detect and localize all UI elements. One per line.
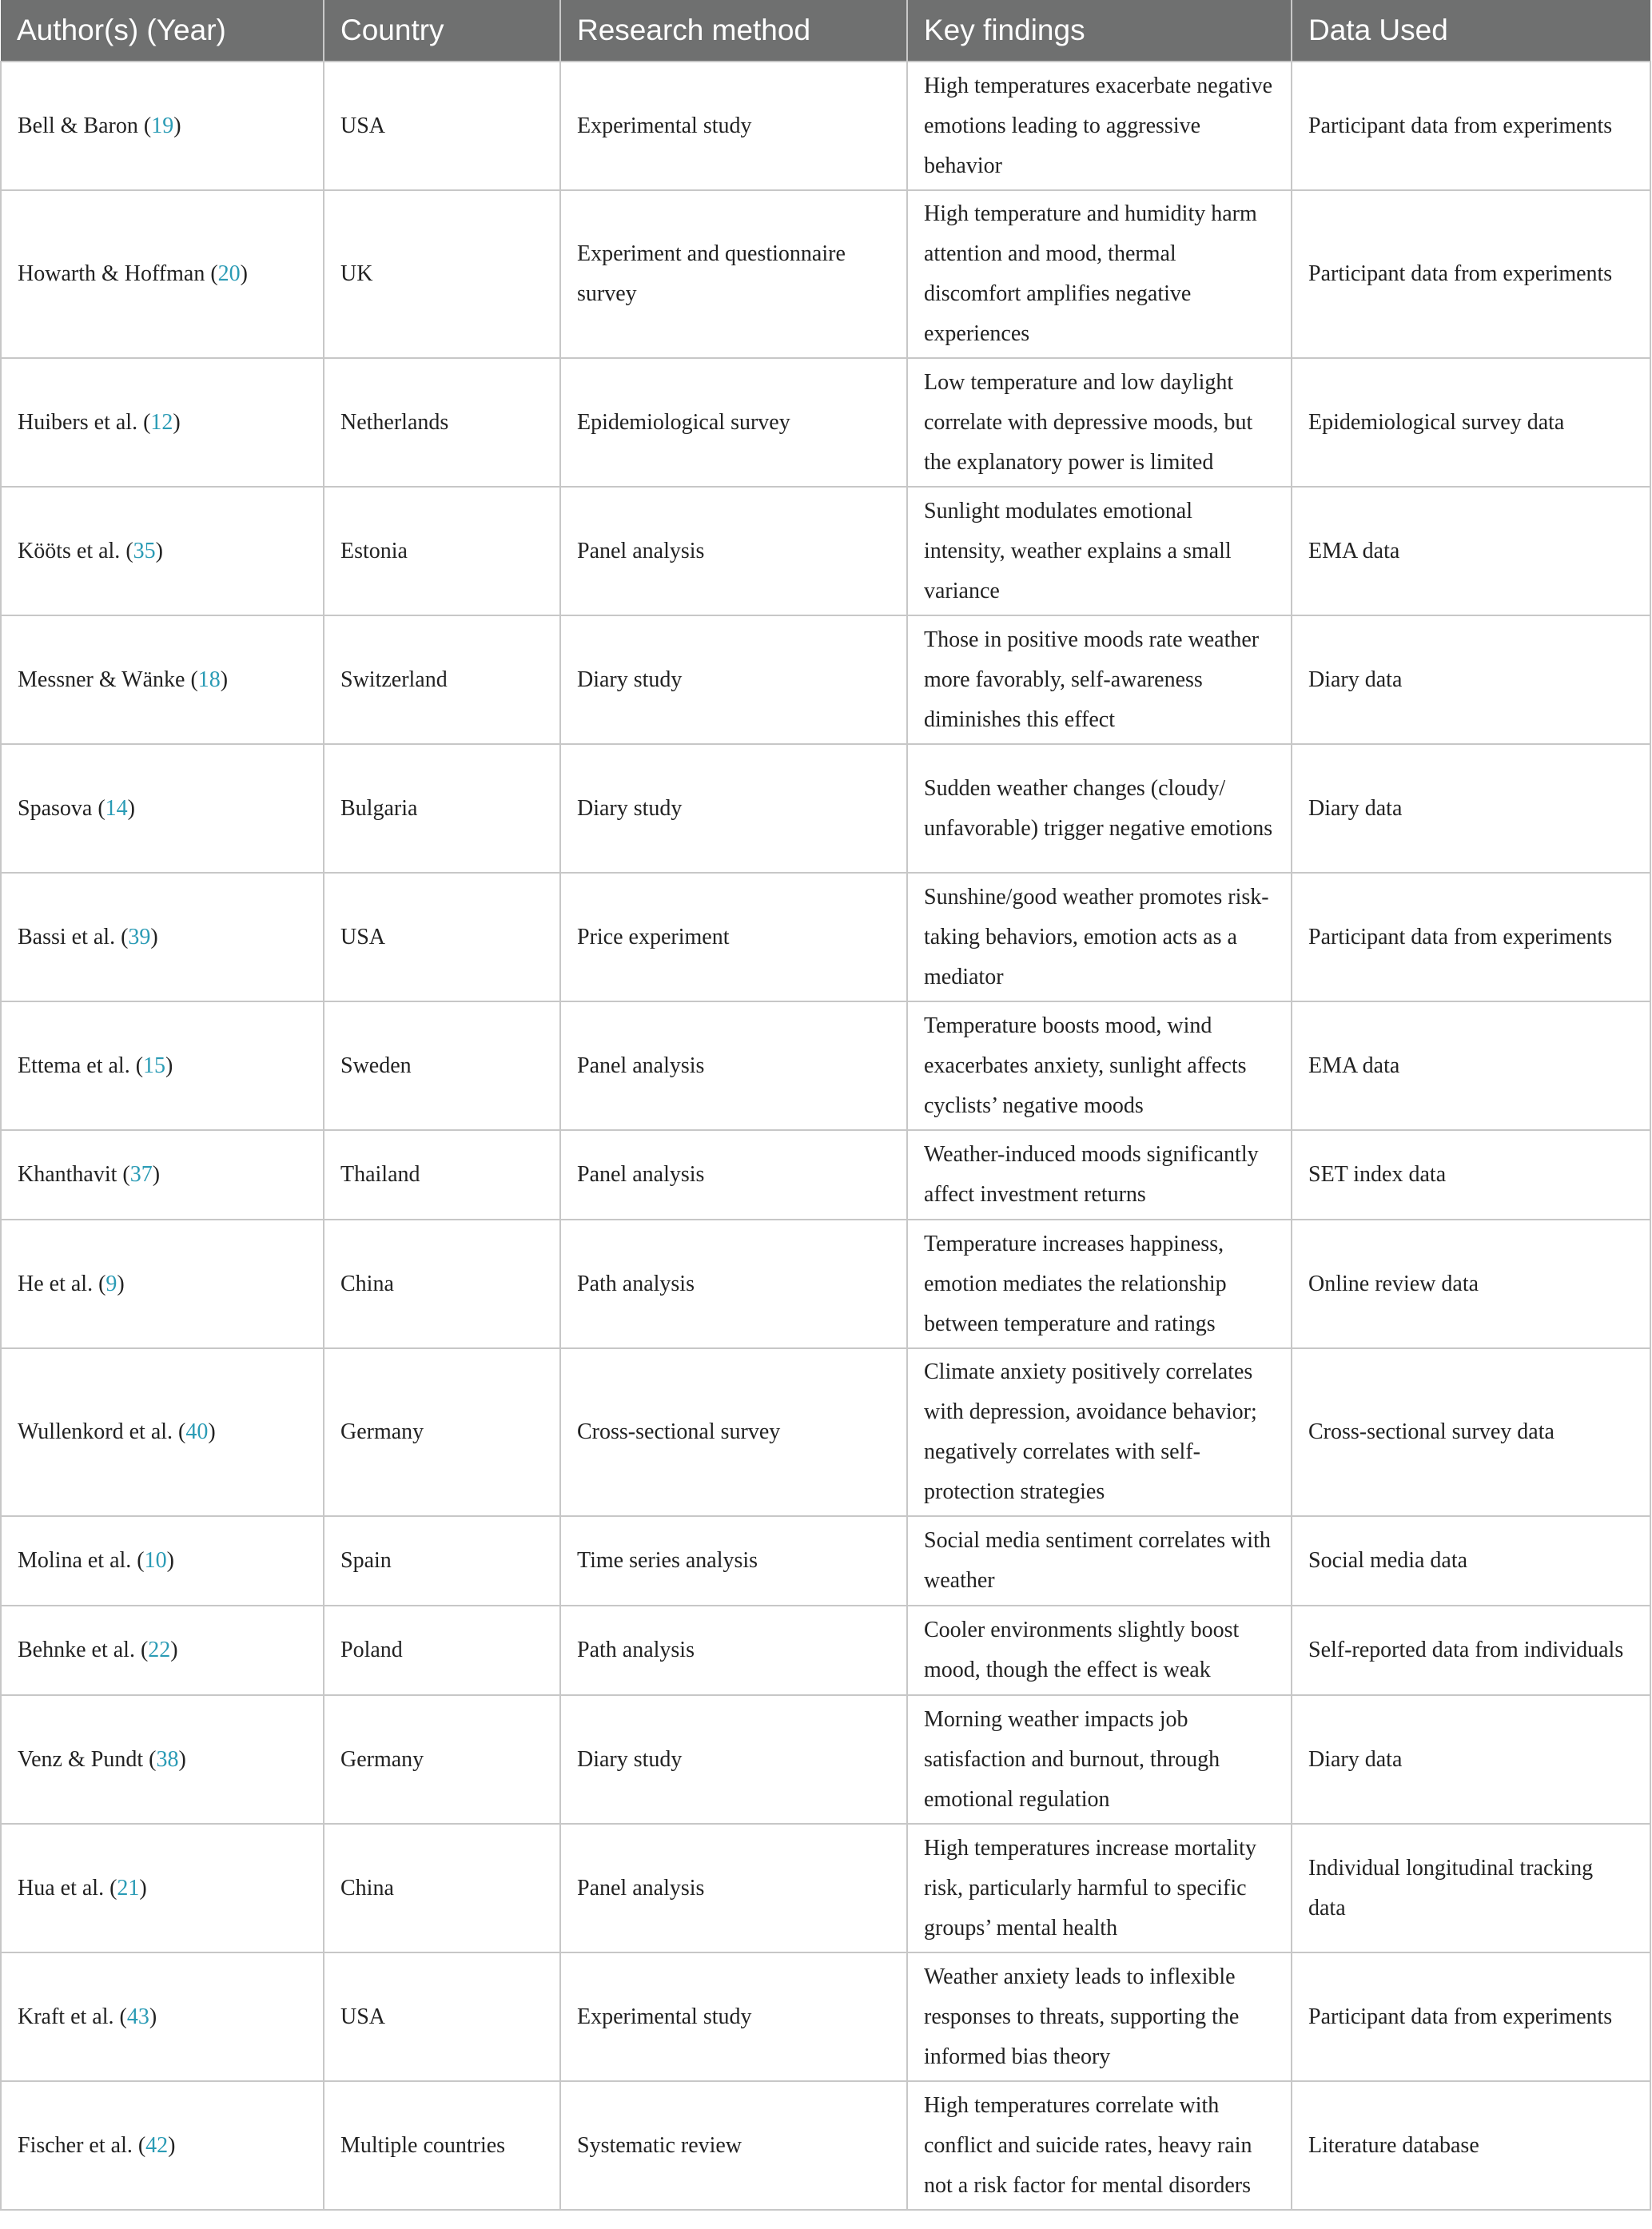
cell-author [1, 1516, 324, 1606]
table-header [1, 0, 1650, 62]
cell-country: USA [324, 1952, 560, 2081]
cell-findings: High temperature and humidity harm attention and mood, thermal discomfort amplifies negative experiences [907, 190, 1292, 358]
header-data-used: Data Used [1292, 0, 1650, 62]
author-name: Hua et al. [18, 1875, 105, 1901]
cell-author [1, 1824, 324, 1952]
cell-country: Multiple countries [324, 2081, 560, 2210]
reference-link[interactable]: 18 [197, 667, 221, 692]
cell-data-used: Literature database [1292, 2081, 1650, 2210]
cell-method: Diary study [560, 744, 907, 873]
ref-open-paren: ( [143, 1746, 157, 1772]
cell-method: Experiment and questionnaire survey [560, 190, 907, 358]
cell-method: Path analysis [560, 1220, 907, 1348]
table-row [1, 1348, 1650, 1516]
ref-open-paren: ( [137, 113, 152, 138]
cell-author [1, 62, 324, 190]
cell-findings: High temperatures increase mortality risk, particularly harmful to specific groups’ mental health [907, 1824, 1292, 1952]
reference-link[interactable]: 39 [128, 924, 151, 949]
cell-data-used: Self-reported data from individuals [1292, 1606, 1650, 1695]
header-country: Country [324, 0, 560, 62]
cell-author [1, 1952, 324, 2081]
table-row [1, 615, 1650, 744]
cell-method: Panel analysis [560, 1001, 907, 1130]
ref-close-paren: ) [127, 795, 135, 821]
reference-link[interactable]: 38 [156, 1746, 179, 1772]
cell-country: UK [324, 190, 560, 358]
cell-findings: High temperatures exacerbate negative emotions leading to aggressive behavior [907, 62, 1292, 190]
ref-open-paren: ( [117, 1162, 130, 1187]
table-row [1, 1516, 1650, 1606]
author-name: Khanthavit [18, 1162, 117, 1187]
table-row [1, 1695, 1650, 1824]
table-row [1, 1220, 1650, 1348]
cell-method: Time series analysis [560, 1516, 907, 1606]
ref-open-paren: ( [173, 1419, 186, 1444]
cell-author [1, 487, 324, 615]
cell-author [1, 873, 324, 1001]
cell-country: Netherlands [324, 358, 560, 487]
cell-author [1, 2081, 324, 2210]
reference-link[interactable]: 35 [133, 538, 156, 563]
ref-close-paren: ) [150, 924, 158, 949]
cell-country: China [324, 1824, 560, 1952]
cell-method: Diary study [560, 1695, 907, 1824]
table-row [1, 2081, 1650, 2210]
cell-findings: Social media sentiment correlates with weather [907, 1516, 1292, 1606]
table-row [1, 1606, 1650, 1695]
author-name: Bassi et al. [18, 924, 116, 949]
table-row [1, 1130, 1650, 1220]
ref-close-paren: ) [178, 1746, 186, 1772]
author-name: He et al. [18, 1271, 94, 1296]
cell-country: USA [324, 62, 560, 190]
cell-findings: Weather-induced moods significantly affect investment returns [907, 1130, 1292, 1220]
ref-open-paren: ( [132, 2132, 146, 2158]
header-findings: Key findings [907, 0, 1292, 62]
header-method: Research method [560, 0, 907, 62]
cell-country: Germany [324, 1695, 560, 1824]
table-row [1, 62, 1650, 190]
cell-country: Poland [324, 1606, 560, 1695]
cell-method: Cross-sectional survey [560, 1348, 907, 1516]
cell-country: Sweden [324, 1001, 560, 1130]
cell-data-used: Diary data [1292, 1695, 1650, 1824]
cell-data-used: Online review data [1292, 1220, 1650, 1348]
cell-country: USA [324, 873, 560, 1001]
ref-open-paren: ( [92, 795, 105, 821]
table-row [1, 1824, 1650, 1952]
reference-link[interactable]: 40 [185, 1419, 209, 1444]
cell-data-used: Cross-sectional survey data [1292, 1348, 1650, 1516]
cell-findings: Climate anxiety positively correlates with depression, avoidance behavior; negatively correlates with self-protection strategies [907, 1348, 1292, 1516]
cell-findings: Sunshine/good weather promotes risk-taking behaviors, emotion acts as a mediator [907, 873, 1292, 1001]
ref-open-paren: ( [131, 1548, 145, 1573]
cell-author [1, 615, 324, 744]
cell-findings: Temperature boosts mood, wind exacerbates anxiety, sunlight affects cyclists’ negative moods [907, 1001, 1292, 1130]
reference-link[interactable]: 42 [145, 2132, 169, 2158]
reference-link[interactable]: 22 [148, 1638, 171, 1662]
cell-data-used: EMA data [1292, 1001, 1650, 1130]
ref-close-paren: ) [168, 2132, 176, 2158]
cell-author [1, 1001, 324, 1130]
ref-close-paren: ) [170, 1638, 178, 1662]
cell-author [1, 1130, 324, 1220]
ref-open-paren: ( [120, 538, 133, 563]
cell-method: Systematic review [560, 2081, 907, 2210]
cell-data-used: Participant data from experiments [1292, 62, 1650, 190]
author-name: Messner & Wänke [18, 667, 185, 692]
reference-link[interactable]: 9 [105, 1271, 117, 1296]
cell-findings: High temperatures correlate with conflict and suicide rates, heavy rain not a risk factor for mental disorders [907, 2081, 1292, 2210]
author-name: Fischer et al. [18, 2132, 133, 2158]
ref-close-paren: ) [149, 2004, 157, 2029]
cell-data-used: Individual longitudinal tracking data [1292, 1824, 1650, 1952]
table-row [1, 487, 1650, 615]
ref-close-paren: ) [165, 1053, 173, 1078]
author-name: Bell & Baron [18, 113, 138, 138]
author-name: Huibers et al. [18, 409, 138, 435]
ref-close-paren: ) [220, 667, 229, 692]
author-name: Spasova [18, 795, 93, 821]
ref-open-paren: ( [205, 261, 218, 286]
ref-close-paren: ) [240, 261, 248, 286]
ref-open-paren: ( [93, 1271, 106, 1296]
cell-country: Spain [324, 1516, 560, 1606]
author-name: Wullenkord et al. [18, 1419, 173, 1444]
ref-close-paren: ) [139, 1875, 147, 1901]
cell-data-used: SET index data [1292, 1130, 1650, 1220]
ref-open-paren: ( [185, 667, 198, 692]
cell-method: Experimental study [560, 62, 907, 190]
ref-close-paren: ) [173, 409, 181, 435]
table-row [1, 1952, 1650, 2081]
cell-method: Price experiment [560, 873, 907, 1001]
table-row [1, 1001, 1650, 1130]
ref-close-paren: ) [152, 1162, 161, 1187]
table-row [1, 190, 1650, 358]
header-row [1, 0, 1650, 62]
table-row [1, 744, 1650, 873]
cell-method: Path analysis [560, 1606, 907, 1695]
ref-open-paren: ( [104, 1875, 117, 1901]
cell-author [1, 190, 324, 358]
ref-close-paren: ) [173, 113, 181, 138]
reference-link[interactable]: 15 [143, 1053, 166, 1078]
cell-data-used: Epidemiological survey data [1292, 358, 1650, 487]
cell-country: Thailand [324, 1130, 560, 1220]
reference-link[interactable]: 19 [151, 113, 174, 138]
cell-author [1, 358, 324, 487]
cell-method: Diary study [560, 615, 907, 744]
cell-country: Switzerland [324, 615, 560, 744]
reference-link[interactable]: 37 [129, 1162, 153, 1187]
cell-data-used: Diary data [1292, 615, 1650, 744]
cell-country: China [324, 1220, 560, 1348]
cell-data-used: Participant data from experiments [1292, 873, 1650, 1001]
header-author: Author(s) (Year) [1, 0, 324, 62]
author-name: Kraft et al. [18, 2004, 114, 2029]
cell-author [1, 744, 324, 873]
cell-findings: Low temperature and low daylight correlate with depressive moods, but the explanatory power is limited [907, 358, 1292, 487]
cell-data-used: Social media data [1292, 1516, 1650, 1606]
cell-findings: Morning weather impacts job satisfaction and burnout, through emotional regulation [907, 1695, 1292, 1824]
reference-link[interactable]: 43 [126, 2004, 149, 2029]
cell-method: Panel analysis [560, 1824, 907, 1952]
cell-method: Panel analysis [560, 487, 907, 615]
cell-country: Estonia [324, 487, 560, 615]
cell-method: Panel analysis [560, 1130, 907, 1220]
cell-author [1, 1220, 324, 1348]
reference-link[interactable]: 10 [144, 1548, 167, 1573]
ref-close-paren: ) [208, 1419, 216, 1444]
ref-open-paren: ( [129, 1053, 144, 1078]
ref-close-paren: ) [155, 538, 163, 563]
author-name: Kööts et al. [18, 538, 121, 563]
ref-open-paren: ( [137, 409, 151, 435]
cell-method: Experimental study [560, 1952, 907, 2081]
cell-country: Germany [324, 1348, 560, 1516]
ref-open-paren: ( [115, 924, 129, 949]
author-name: Behnke et al. [18, 1638, 135, 1662]
author-name: Ettema et al. [18, 1053, 130, 1078]
ref-close-paren: ) [117, 1271, 125, 1296]
reference-link[interactable]: 14 [105, 795, 128, 821]
reference-link[interactable]: 20 [217, 261, 241, 286]
cell-findings: Temperature increases happiness, emotion mediates the relationship between temperature and ratings [907, 1220, 1292, 1348]
cell-data-used: Diary data [1292, 744, 1650, 873]
cell-country: Bulgaria [324, 744, 560, 873]
cell-findings: Weather anxiety leads to inflexible responses to threats, supporting the informed bias theory [907, 1952, 1292, 2081]
ref-open-paren: ( [134, 1638, 149, 1662]
author-name: Venz & Pundt [18, 1746, 144, 1772]
cell-method: Epidemiological survey [560, 358, 907, 487]
author-name: Molina et al. [18, 1548, 132, 1573]
cell-data-used: EMA data [1292, 487, 1650, 615]
ref-open-paren: ( [113, 2004, 127, 2029]
table-row [1, 358, 1650, 487]
cell-data-used: Participant data from experiments [1292, 1952, 1650, 2081]
ref-close-paren: ) [166, 1548, 174, 1573]
cell-author [1, 1695, 324, 1824]
table-row [1, 873, 1650, 1001]
author-name: Howarth & Hoffman [18, 261, 205, 286]
reference-link[interactable]: 12 [150, 409, 173, 435]
reference-link[interactable]: 21 [117, 1875, 140, 1901]
cell-findings: Cooler environments slightly boost mood, though the effect is weak [907, 1606, 1292, 1695]
cell-author [1, 1606, 324, 1695]
cell-findings: Sudden weather changes (cloudy/ unfavorable) trigger negative emotions [907, 744, 1292, 873]
cell-findings: Those in positive moods rate weather more favorably, self-awareness diminishes this effect [907, 615, 1292, 744]
table-body [1, 62, 1650, 2210]
cell-data-used: Participant data from experiments [1292, 190, 1650, 358]
cell-author [1, 1348, 324, 1516]
cell-findings: Sunlight modulates emotional intensity, weather explains a small variance [907, 487, 1292, 615]
